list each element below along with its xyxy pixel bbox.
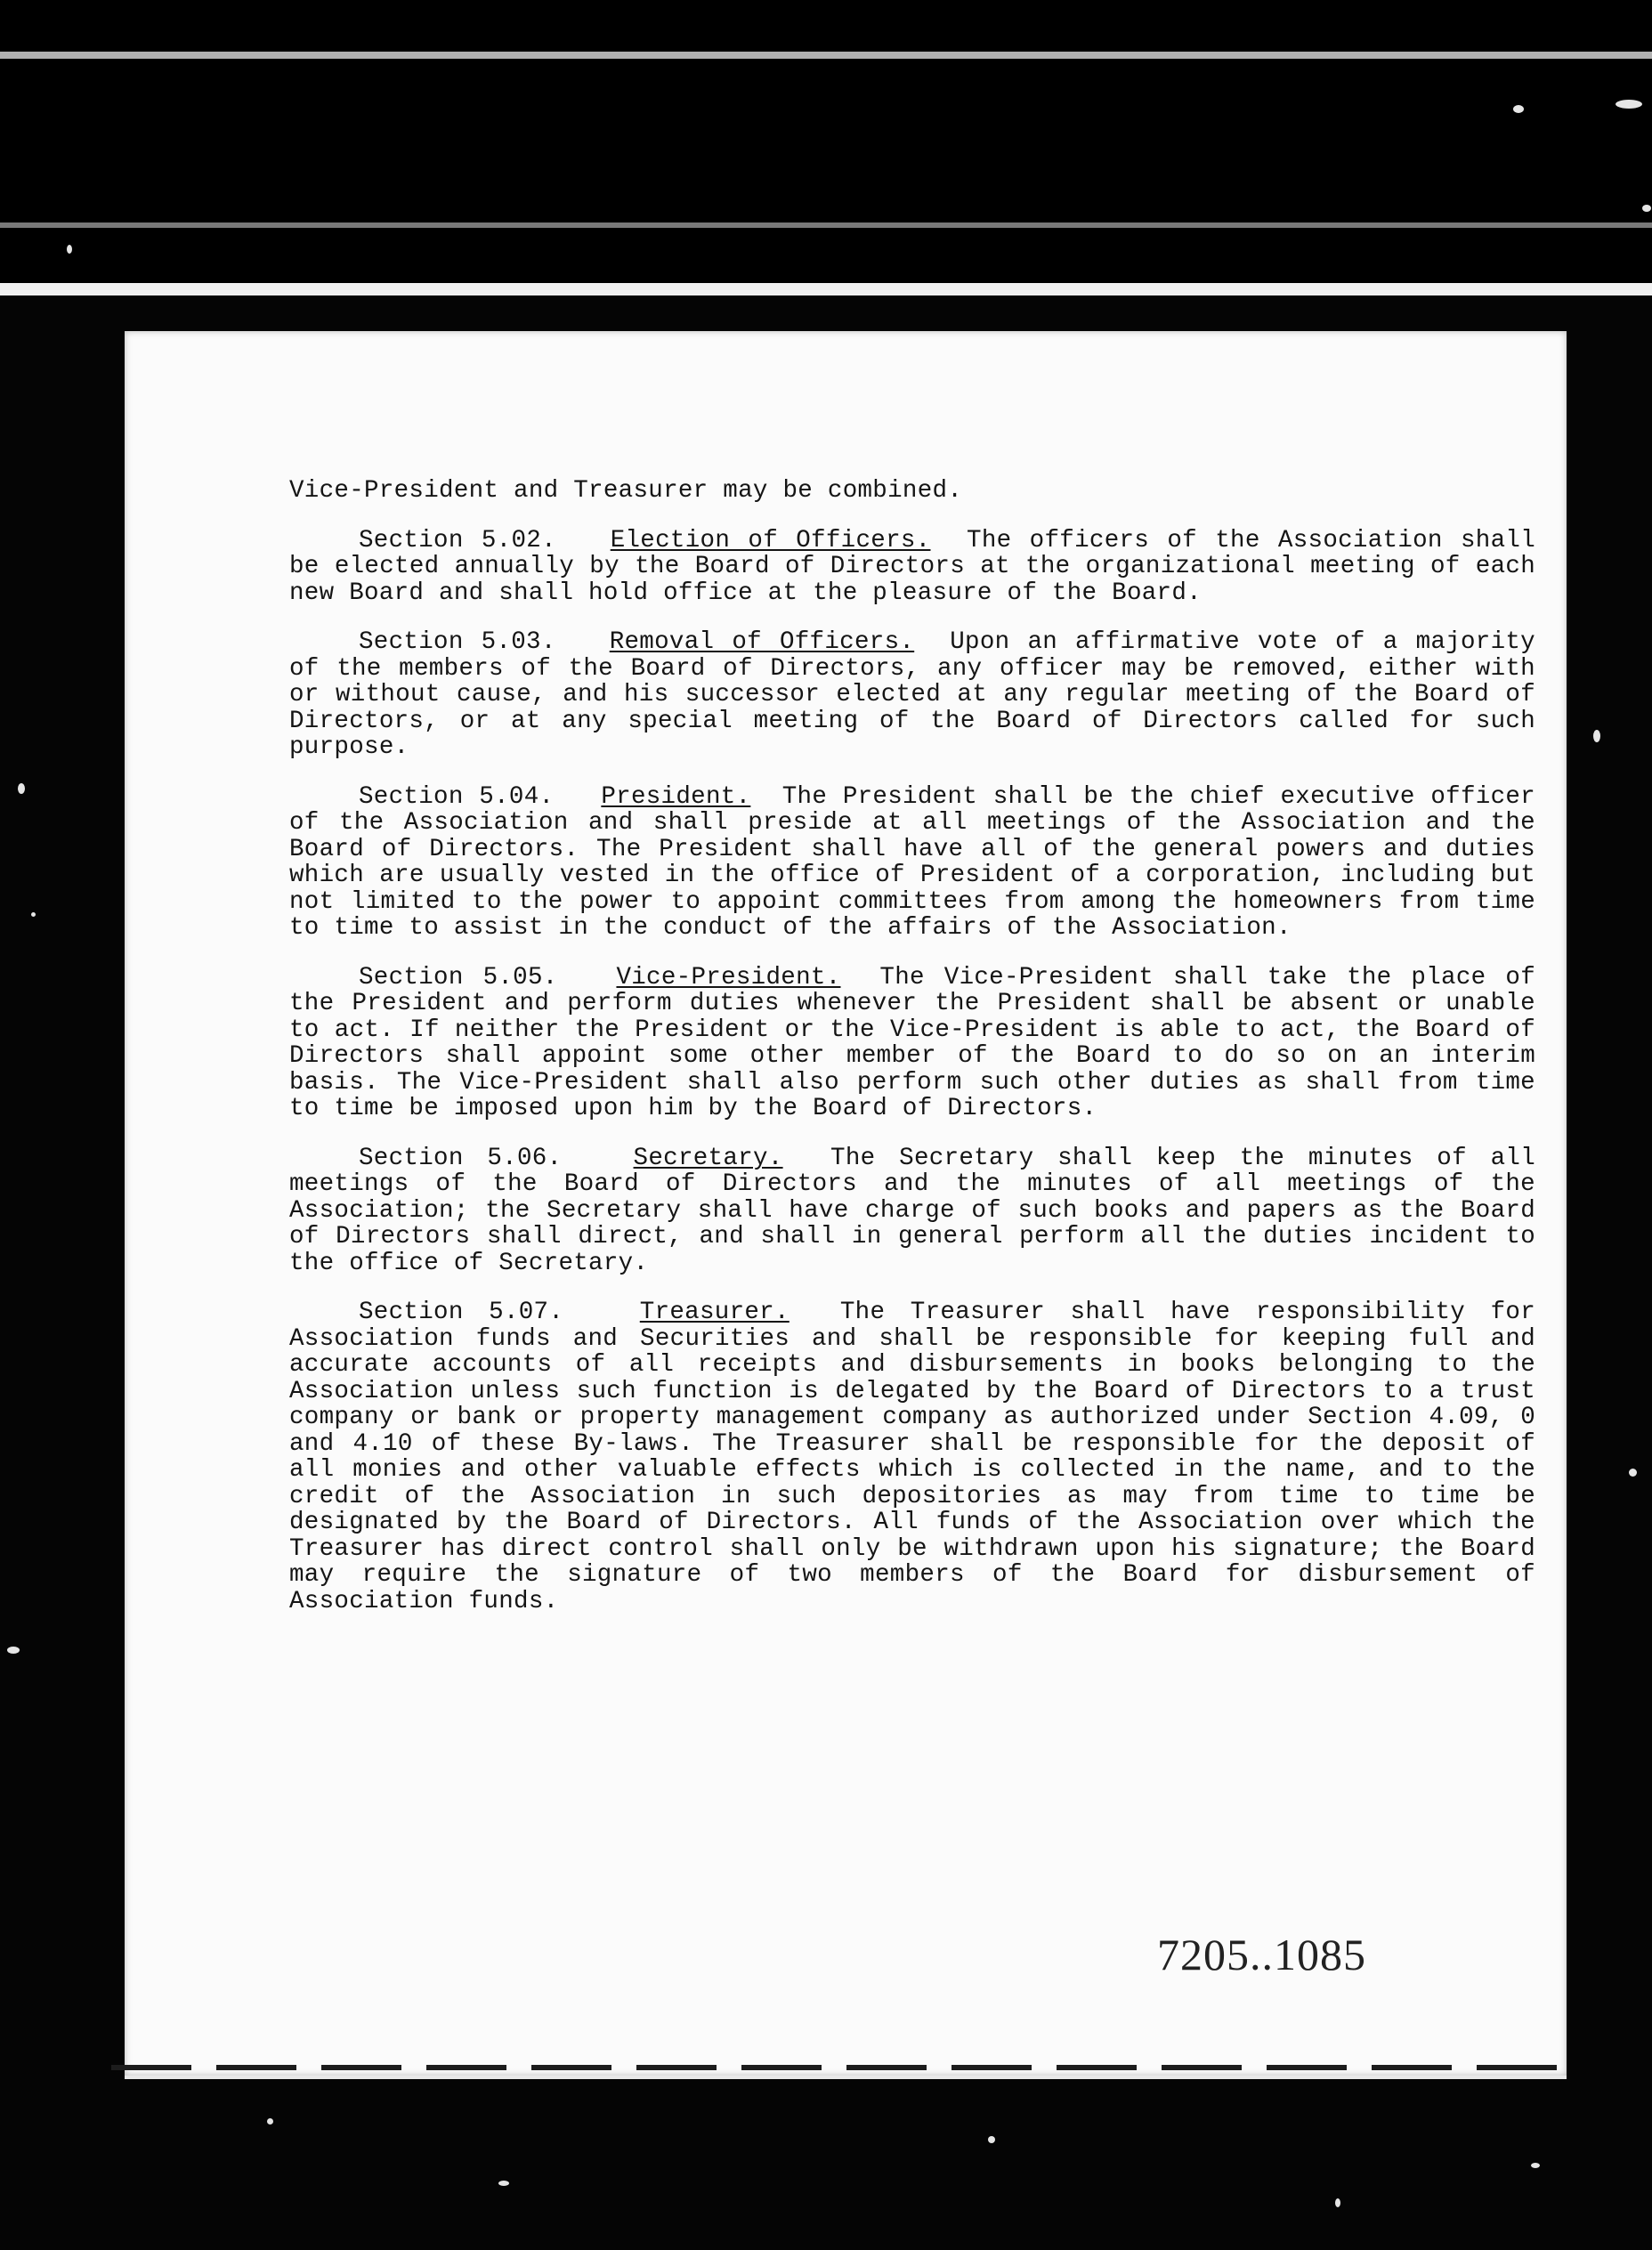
scan-speck	[1531, 2163, 1540, 2168]
scan-speck	[18, 783, 25, 794]
scan-speck	[1513, 105, 1524, 113]
scan-speck	[1616, 100, 1642, 109]
scan-speck	[67, 245, 72, 254]
scan-speck	[1642, 205, 1651, 212]
section-body: The Treasurer shall have responsibility for Association funds and Securities and shall be responsible for keeping full and accurate accounts of all receipts and disbursements in books belonging to the Association unless such function is delegated by the Board of Directors to a trust company or bank or property management company as authorized under Section 4.09, 0 and 4.10 of these By-laws. The Treasurer shall be responsible for the deposit of all monies and other valuable effects which is collected in the name, and to the credit of the Association in such depositories as may from time to time be designated by the Board of Directors. All funds of the Association over which the Treasurer has direct control shall only be withdrawn upon his signature; the Board may require the signature of two members of the Board for disbursement of Association funds.	[289, 1299, 1536, 1615]
section-heading: Treasurer.	[639, 1299, 790, 1326]
section-body: Upon an affirmative vote of a majority of the members of the Board of Directors, any officer may be removed, either with or without cause, and his successor elected at any regular meeting of the Board of Directors, or at any special meeting of the Board of Directors called for such purpose.	[289, 628, 1535, 761]
section-heading: Secretary.	[633, 1144, 783, 1172]
section-body: The Vice-President shall take the place of the President and perform duties whenever the President shall be absent or unable to act. If neither the President or the Vice-President is able to act, the Board of Directors shall appoint some other member of the Board to do so on an interim basis. The Vice-President shall also perform such other duties as shall from time to time be imposed upon him by the Board of Directors.	[289, 963, 1536, 1122]
page-bottom-edge	[125, 2076, 1567, 2079]
scan-speck	[7, 1647, 20, 1654]
document-page	[125, 331, 1567, 2076]
section-body: The officers of the Association shall be elected annually by the Board of Directors at the organizational meeting of each new Board and shall hold office at the pleasure of the Board.	[289, 526, 1536, 607]
scan-line	[0, 283, 1652, 295]
scan-speck	[1629, 1469, 1637, 1477]
section-number: Section 5.07.	[359, 1299, 564, 1326]
section-number: Section 5.02.	[359, 526, 556, 554]
scan-speck	[267, 2118, 273, 2125]
section-body: The Secretary shall keep the minutes of all meetings of the Board of Directors and the minutes of all meetings of the Association; the Secretary shall have charge of such books and papers as the Board of Directors shall direct, and shall in general perform all the duties incident to the office of Secretary.	[289, 1144, 1535, 1277]
section-paragraph	[289, 528, 1535, 607]
section-number: Section 5.03.	[359, 628, 556, 656]
section-body: The President shall be the chief executive officer of the Association and shall preside at all meetings of the Association and the Board of Directors. The President shall have all of the general powers and duties which are usually vested in the office of President of a corporation, including but not limited to the power to appoint committees from among the homeowners from time to time to assist in the conduct of the affairs of the Association.	[289, 782, 1535, 942]
page-stamp-number: 7205..1085	[1157, 1930, 1366, 1979]
section-paragraph	[289, 1145, 1535, 1277]
section-paragraph	[289, 784, 1535, 942]
scan-line	[0, 223, 1652, 228]
scan-speck	[498, 2181, 509, 2186]
scan-speck	[1593, 730, 1600, 742]
section-paragraph	[289, 965, 1535, 1122]
section-paragraph	[289, 1299, 1535, 1615]
scan-speck	[1335, 2198, 1340, 2207]
section-heading: Election of Officers.	[610, 526, 931, 554]
bottom-dashed-rule	[111, 2065, 1571, 2070]
section-number: Section 5.06.	[359, 1144, 563, 1172]
section-paragraph	[289, 629, 1535, 761]
opening-line: Vice-President and Treasurer may be combined.	[289, 477, 963, 505]
section-heading: President.	[601, 782, 751, 811]
document-body	[289, 478, 1535, 1638]
section-number: Section 5.05.	[359, 963, 558, 991]
scan-line	[0, 52, 1652, 59]
scan-speck	[988, 2136, 995, 2143]
scan-speck	[31, 912, 36, 917]
scan-top-band	[0, 0, 1652, 294]
section-number: Section 5.04.	[359, 782, 555, 811]
section-heading: Removal of Officers.	[609, 628, 915, 656]
section-heading: Vice-President.	[616, 963, 841, 991]
